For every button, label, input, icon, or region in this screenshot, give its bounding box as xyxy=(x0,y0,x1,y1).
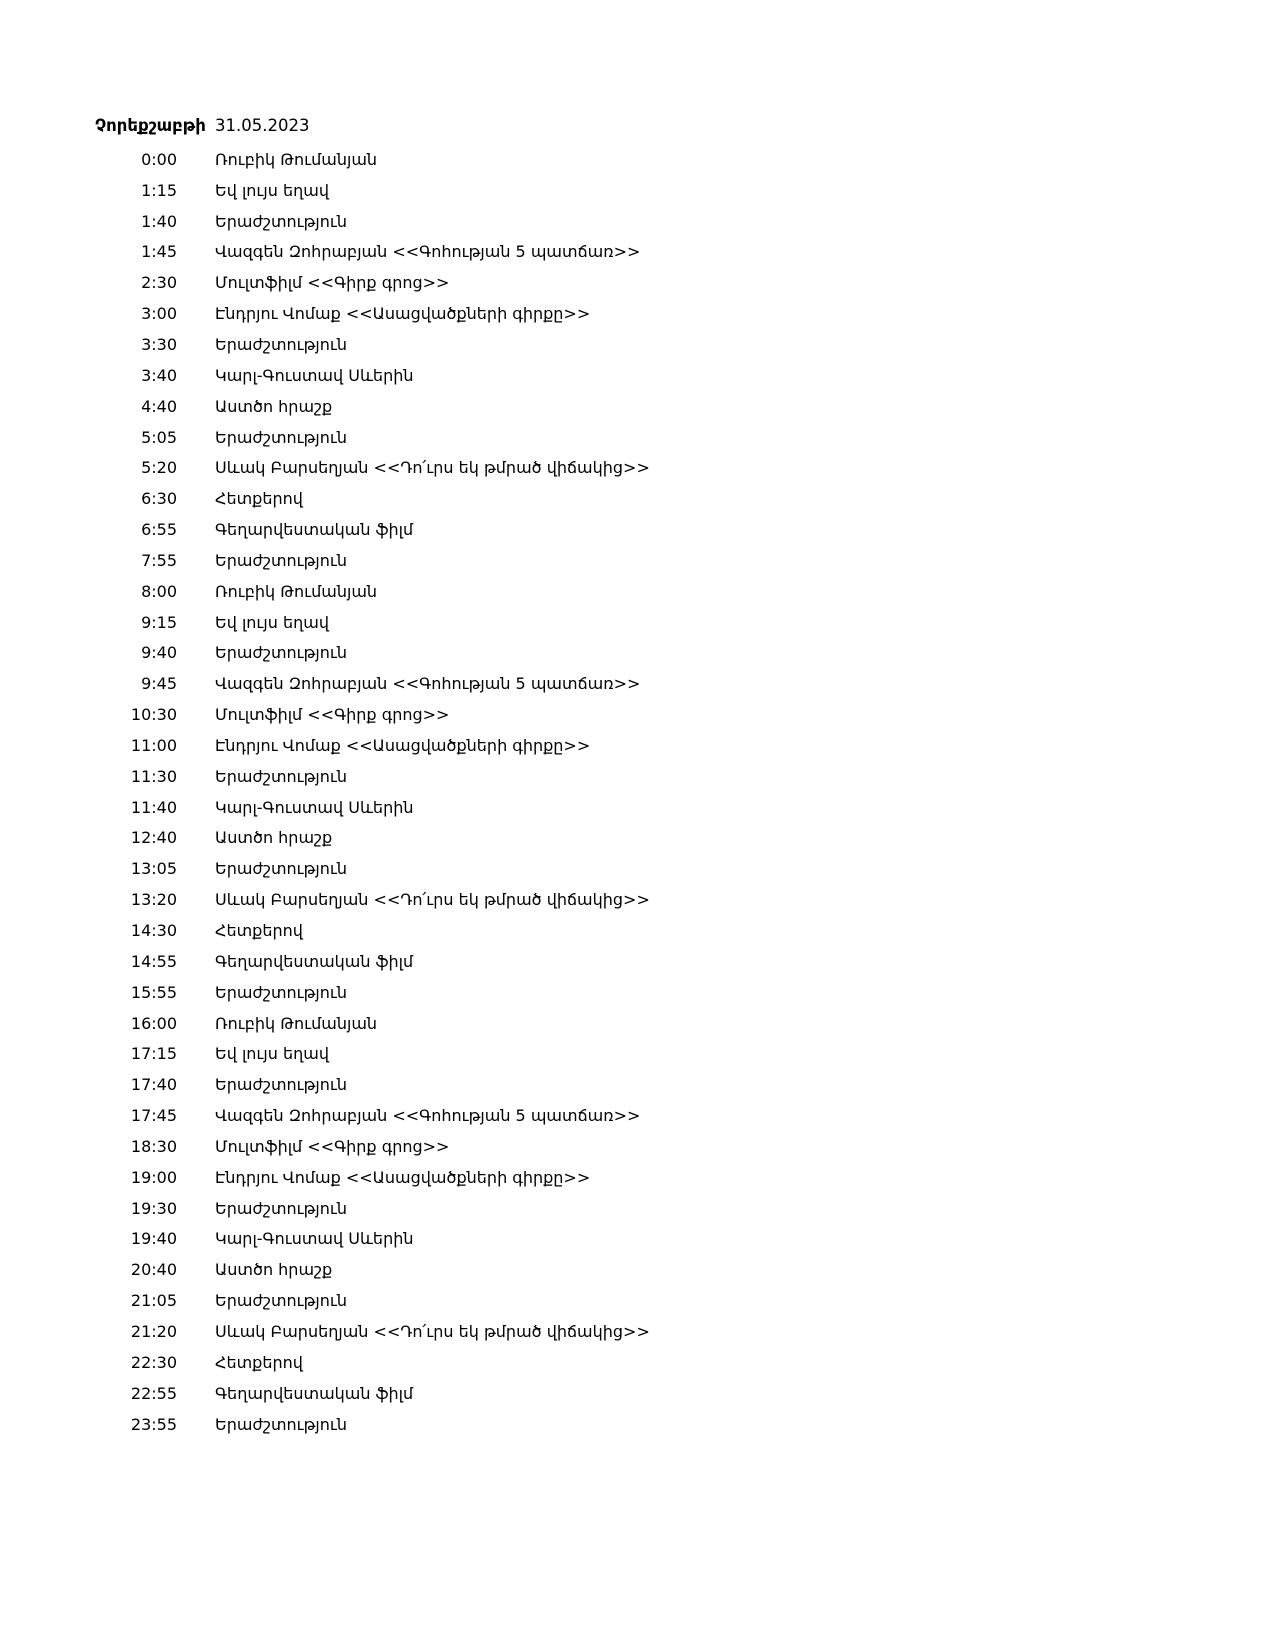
program-title: Էնդրյու Վոմաք <<Ասացվածքների գիրքը>> xyxy=(215,735,591,755)
program-time: 5:20 xyxy=(141,458,177,478)
program-time: 18:30 xyxy=(130,1136,177,1156)
program-time: 1:15 xyxy=(141,180,177,200)
program-title: Երաժշտություն xyxy=(215,982,347,1002)
program-title: Կարլ-Գուստավ Սևերին xyxy=(215,797,414,817)
schedule-row xyxy=(95,668,1235,699)
schedule-row xyxy=(95,1409,1235,1440)
program-title: Սևակ Բարսեղյան <<Դո՛ւրս եկ թմրած վիճակից>> xyxy=(215,890,650,910)
program-title: Սևակ Բարսեղյան <<Դո՛ւրս եկ թմրած վիճակից>> xyxy=(215,1321,650,1341)
schedule-row xyxy=(95,175,1235,206)
program-time: 11:30 xyxy=(130,766,177,786)
program-title: Վազգեն Զոհրաբյան <<Գոհության 5 պատճառ>> xyxy=(215,242,641,262)
schedule-row xyxy=(95,576,1235,607)
program-title: Երաժշտություն xyxy=(215,550,347,570)
program-time: 1:40 xyxy=(141,211,177,231)
program-title: Կարլ-Գուստավ Սևերին xyxy=(215,365,414,385)
program-time: 11:00 xyxy=(130,735,177,755)
program-time: 17:45 xyxy=(130,1106,177,1126)
schedule-row xyxy=(95,761,1235,792)
schedule-row xyxy=(95,607,1235,638)
program-title: Եվ լույս եղավ xyxy=(215,612,329,632)
program-time: 16:00 xyxy=(130,1013,177,1033)
program-time: 14:55 xyxy=(130,951,177,971)
program-time: 15:55 xyxy=(130,982,177,1002)
schedule-header xyxy=(95,110,1235,142)
schedule-row xyxy=(95,206,1235,237)
schedule-row xyxy=(95,1347,1235,1378)
program-title: Էնդրյու Վոմաք <<Ասացվածքների գիրքը>> xyxy=(215,304,591,324)
program-time: 13:20 xyxy=(130,890,177,910)
program-title: Երաժշտություն xyxy=(215,427,347,447)
program-time: 8:00 xyxy=(141,581,177,601)
date-label: 31.05.2023 xyxy=(215,116,310,135)
schedule-row xyxy=(95,730,1235,761)
program-title: Սևակ Բարսեղյան <<Դո՛ւրս եկ թմրած վիճակից>> xyxy=(215,458,650,478)
program-time: 19:40 xyxy=(130,1229,177,1249)
program-title: Մուլտֆիլմ <<Գիրք գրոց>> xyxy=(215,273,450,293)
schedule-row xyxy=(95,483,1235,514)
program-time: 12:40 xyxy=(130,828,177,848)
program-title: Վազգեն Զոհրաբյան <<Գոհության 5 պատճառ>> xyxy=(215,674,641,694)
day-of-week-label: Չորեքշաբթի xyxy=(95,116,206,135)
schedule-row xyxy=(95,1285,1235,1316)
program-time: 6:55 xyxy=(141,520,177,540)
schedule-row xyxy=(95,853,1235,884)
program-title: Մուլտֆիլմ <<Գիրք գրոց>> xyxy=(215,1136,450,1156)
program-time: 3:30 xyxy=(141,334,177,354)
schedule-row xyxy=(95,144,1235,175)
program-time: 7:55 xyxy=(141,550,177,570)
program-time: 22:55 xyxy=(130,1383,177,1403)
schedule-row xyxy=(95,1254,1235,1285)
schedule-row xyxy=(95,1038,1235,1069)
program-time: 11:40 xyxy=(130,797,177,817)
program-time: 17:15 xyxy=(130,1044,177,1064)
program-title: Եվ լույս եղավ xyxy=(215,180,329,200)
schedule-row xyxy=(95,237,1235,268)
schedule-row xyxy=(95,329,1235,360)
program-title: Երաժշտություն xyxy=(215,643,347,663)
schedule-row xyxy=(95,1316,1235,1347)
program-title: Աստծո հրաշք xyxy=(215,396,333,416)
program-title: Ռուբիկ Թումանյան xyxy=(215,149,378,169)
program-time: 21:20 xyxy=(130,1321,177,1341)
program-title: Երաժշտություն xyxy=(215,334,347,354)
program-time: 20:40 xyxy=(130,1260,177,1280)
program-title: Հետքերով xyxy=(215,1352,303,1372)
program-title: Ռուբիկ Թումանյան xyxy=(215,1013,378,1033)
program-time: 10:30 xyxy=(130,705,177,725)
program-title: Երաժշտություն xyxy=(215,859,347,879)
program-title: Վազգեն Զոհրաբյան <<Գոհության 5 պատճառ>> xyxy=(215,1106,641,1126)
program-title: Աստծո հրաշք xyxy=(215,828,333,848)
program-title: Հետքերով xyxy=(215,921,303,941)
schedule-row xyxy=(95,391,1235,422)
schedule-row xyxy=(95,1100,1235,1131)
schedule-row xyxy=(95,1378,1235,1409)
program-time: 4:40 xyxy=(141,396,177,416)
program-time: 2:30 xyxy=(141,273,177,293)
program-time: 23:55 xyxy=(130,1414,177,1434)
program-time: 3:40 xyxy=(141,365,177,385)
program-title: Գեղարվեստական ֆիլմ xyxy=(215,520,414,540)
program-title: Երաժշտություն xyxy=(215,1198,347,1218)
program-title: Ռուբիկ Թումանյան xyxy=(215,581,378,601)
schedule-row xyxy=(95,915,1235,946)
program-title: Երաժշտություն xyxy=(215,1075,347,1095)
program-time: 21:05 xyxy=(130,1291,177,1311)
schedule-row xyxy=(95,1069,1235,1100)
program-time: 19:30 xyxy=(130,1198,177,1218)
schedule-row xyxy=(95,823,1235,854)
program-title: Եվ լույս եղավ xyxy=(215,1044,329,1064)
program-time: 5:05 xyxy=(141,427,177,447)
schedule-row xyxy=(95,792,1235,823)
schedule-row xyxy=(95,638,1235,669)
program-title: Գեղարվեստական ֆիլմ xyxy=(215,951,414,971)
program-title: Երաժշտություն xyxy=(215,766,347,786)
schedule-row xyxy=(95,298,1235,329)
program-time: 9:15 xyxy=(141,612,177,632)
program-title: Երաժշտություն xyxy=(215,1291,347,1311)
schedule-row xyxy=(95,452,1235,483)
schedule-row xyxy=(95,977,1235,1008)
program-time: 17:40 xyxy=(130,1075,177,1095)
program-time: 6:30 xyxy=(141,489,177,509)
program-time: 0:00 xyxy=(141,149,177,169)
program-title: Կարլ-Գուստավ Սևերին xyxy=(215,1229,414,1249)
schedule-row xyxy=(95,1162,1235,1193)
program-title: Գեղարվեստական ֆիլմ xyxy=(215,1383,414,1403)
schedule-row xyxy=(95,360,1235,391)
program-time: 19:00 xyxy=(130,1167,177,1187)
schedule-row xyxy=(95,1193,1235,1224)
schedule-row xyxy=(95,514,1235,545)
schedule-row xyxy=(95,1131,1235,1162)
program-title: Աստծո հրաշք xyxy=(215,1260,333,1280)
program-title: Երաժշտություն xyxy=(215,1414,347,1434)
schedule-row xyxy=(95,1224,1235,1255)
schedule-row xyxy=(95,884,1235,915)
program-time: 1:45 xyxy=(141,242,177,262)
program-title: Հետքերով xyxy=(215,489,303,509)
program-time: 13:05 xyxy=(130,859,177,879)
program-time: 9:40 xyxy=(141,643,177,663)
schedule-row xyxy=(95,699,1235,730)
program-time: 22:30 xyxy=(130,1352,177,1372)
program-title: Մուլտֆիլմ <<Գիրք գրոց>> xyxy=(215,705,450,725)
program-title: Երաժշտություն xyxy=(215,211,347,231)
program-time: 14:30 xyxy=(130,921,177,941)
program-time: 3:00 xyxy=(141,304,177,324)
schedule-row xyxy=(95,946,1235,977)
schedule-row xyxy=(95,1008,1235,1039)
schedule-row xyxy=(95,267,1235,298)
program-title: Էնդրյու Վոմաք <<Ասացվածքների գիրքը>> xyxy=(215,1167,591,1187)
schedule-row xyxy=(95,422,1235,453)
schedule-row xyxy=(95,545,1235,576)
schedule-list xyxy=(95,144,1235,1439)
program-time: 9:45 xyxy=(141,674,177,694)
